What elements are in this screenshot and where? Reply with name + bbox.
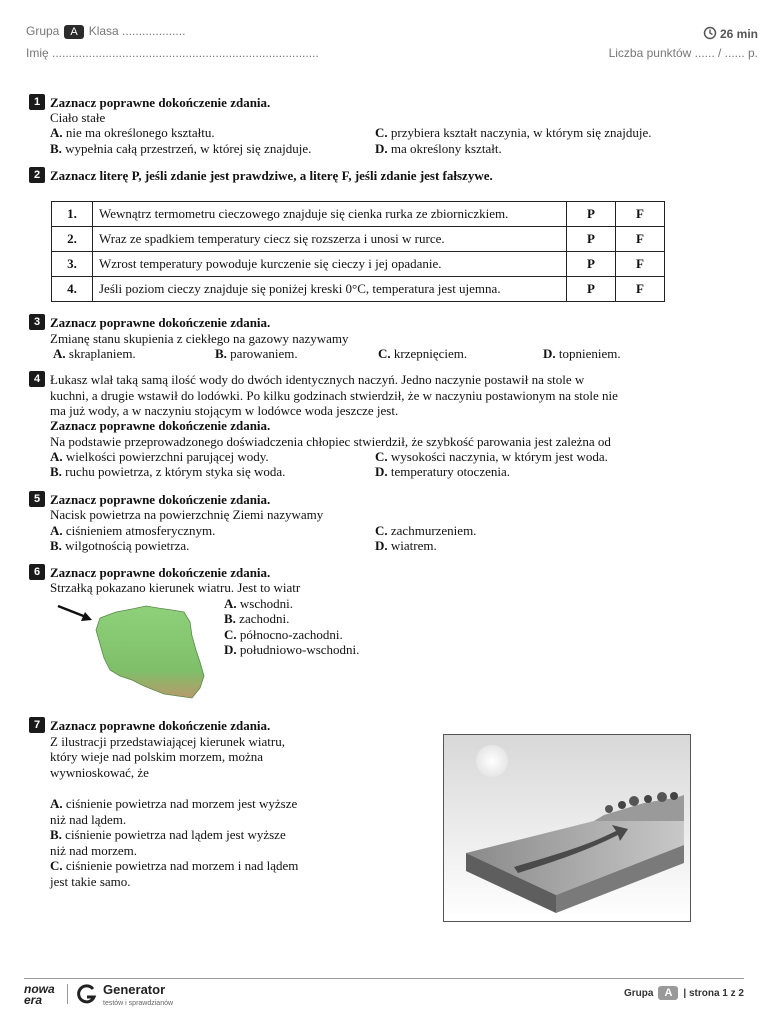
nowa-era-logo: nowa era (24, 982, 55, 1007)
q7-stem-line: który wieje nad polskim morzem, można (50, 749, 264, 764)
answer-f[interactable]: F (616, 202, 665, 227)
points-field: Liczba punktów ...... / ...... p. (608, 46, 758, 60)
wind-arrow-icon (58, 606, 92, 621)
q3-title: Zaznacz poprawne dokończenie zdania. (50, 315, 271, 330)
q1-option-c[interactable]: C. przybiera kształt naczynia, w którym się znajduje. (375, 125, 652, 140)
q1-option-b[interactable]: B. wypełnia całą przestrzeń, w której się znajduje. (50, 141, 312, 156)
q5-option-b[interactable]: B. wilgotnością powietrza. (50, 538, 190, 553)
table-row: 3. Wzrost temperatury powoduje kurczenie się cieczy i jej opadanie. P F (52, 252, 665, 277)
q7-stem-line: wywnioskować, że (50, 765, 149, 780)
header-group (26, 24, 185, 40)
q5-stem: Nacisk powietrza na powierzchnię Ziemi nazywamy (50, 507, 324, 522)
q3-option-c[interactable]: C. krzepnięciem. (378, 346, 468, 361)
timer-icon (703, 26, 717, 40)
question-number-5: 5 (29, 491, 45, 507)
q5-option-c[interactable]: C. zachmurzeniem. (375, 523, 477, 538)
q6-title: Zaznacz poprawne dokończenie zdania. (50, 565, 271, 580)
question-number-4: 4 (29, 371, 45, 387)
q6-option-c[interactable]: C. północno-zachodni. (224, 627, 343, 642)
q5-option-a[interactable]: A. ciśnieniem atmosferycznym. (50, 523, 216, 538)
q7-stem-line: Z ilustracji przedstawiającej kierunek wiatru, (50, 734, 285, 749)
table-row: 4. Jeśli poziom cieczy znajduje się poniżej kreski 0°C, temperatura jest ujemna. P F (52, 277, 665, 302)
group-badge: A (64, 25, 83, 39)
name-field: Imię ................................................................................ (26, 46, 319, 60)
table-row: 1. Wewnątrz termometru cieczowego znajduje się cienka rurka ze zbiorniczkiem. P F (52, 202, 665, 227)
q4-option-c[interactable]: C. wysokości naczynia, w którym jest woda. (375, 449, 608, 464)
poland-map-icon (96, 606, 204, 698)
q5-title: Zaznacz poprawne dokończenie zdania. (50, 492, 271, 507)
q4-intro-line: ma już wody, a w naczyniu stojącym w lodówce woda jeszcze jest. (50, 403, 399, 418)
answer-f[interactable]: F (616, 277, 665, 302)
answer-p[interactable]: P (567, 227, 616, 252)
q1-title: Zaznacz poprawne dokończenie zdania. (50, 95, 271, 110)
sun-icon (476, 745, 508, 777)
q4-title: Zaznacz poprawne dokończenie zdania. (50, 418, 271, 433)
generator-subtitle: testów i sprawdzianów (103, 1000, 174, 1007)
answer-p[interactable]: P (567, 252, 616, 277)
q4-option-a[interactable]: A. wielkości powierzchni parującej wody. (50, 449, 269, 464)
q7-option-a[interactable]: A. ciśnienie powietrza nad morzem jest wyższe niż nad lądem. (50, 796, 298, 827)
q1-option-a[interactable]: A. nie ma określonego kształtu. (50, 125, 215, 140)
q3-option-a[interactable]: A. skraplaniem. (53, 346, 136, 361)
answer-f[interactable]: F (616, 227, 665, 252)
q3-stem: Zmianę stanu skupienia z ciekłego na gazowy nazywamy (50, 331, 349, 346)
class-field: Klasa ................... (88, 24, 186, 38)
q4-intro-line: Łukasz wlał taką samą ilość wody do dwóch identycznych naczyń. Jedno naczynie postawił na stole w (50, 372, 585, 387)
question-number-2: 2 (29, 167, 45, 183)
generator-title: Generator (103, 982, 166, 997)
answer-f[interactable]: F (616, 252, 665, 277)
q6-option-b[interactable]: B. zachodni. (224, 611, 290, 626)
q4-option-b[interactable]: B. ruchu powietrza, z którym styka się woda. (50, 464, 286, 479)
sea-wind-illustration (443, 734, 691, 922)
time-info (703, 26, 758, 43)
group-label: Grupa (26, 24, 60, 38)
time-value: 26 min (719, 27, 758, 41)
answer-p[interactable]: P (567, 202, 616, 227)
question-number-7: 7 (29, 717, 45, 733)
footer-group-badge: A (658, 986, 678, 1000)
q3-option-d[interactable]: D. topnieniem. (543, 346, 621, 361)
true-false-table (51, 201, 665, 302)
q2-title: Zaznacz literę P, jeśli zdanie jest prawdziwe, a literę F, jeśli zdanie jest fałszywe. (50, 168, 493, 183)
q3-option-b[interactable]: B. parowaniem. (215, 346, 298, 361)
table-row: 2. Wraz ze spadkiem temperatury ciecz się rozszerza i unosi w rurce. P F (52, 227, 665, 252)
q4-intro-line: kuchni, a drugie wstawił do lodówki. Po kilku godzinach stwierdził, że w naczyniu postawionym na stole nie (50, 388, 618, 403)
answer-p[interactable]: P (567, 277, 616, 302)
question-number-1: 1 (29, 94, 45, 110)
q6-stem: Strzałką pokazano kierunek wiatru. Jest to wiatr (50, 580, 301, 595)
footer-separator (67, 984, 68, 1004)
q1-stem: Ciało stałe (50, 110, 106, 125)
q1-option-d[interactable]: D. ma określony kształt. (375, 141, 502, 156)
poland-map-figure (54, 600, 214, 705)
q6-option-d[interactable]: D. południowo-wschodni. (224, 642, 360, 657)
q7-option-c[interactable]: C. ciśnienie powietrza nad morzem i nad lądem jest takie samo. (50, 858, 299, 889)
question-number-3: 3 (29, 314, 45, 330)
q4-option-d[interactable]: D. temperatury otoczenia. (375, 464, 510, 479)
generator-logo-icon (76, 983, 98, 1005)
question-number-6: 6 (29, 564, 45, 580)
q4-stem: Na podstawie przeprowadzonego doświadczenia chłopiec stwierdził, że szybkość parowania jest zależna od (50, 434, 611, 449)
q5-option-d[interactable]: D. wiatrem. (375, 538, 437, 553)
q7-option-b[interactable]: B. ciśnienie powietrza nad lądem jest wyższe niż nad morzem. (50, 827, 286, 858)
q7-title: Zaznacz poprawne dokończenie zdania. (50, 718, 271, 733)
footer-divider (24, 978, 744, 979)
footer-page-info: Grupa A | strona 1 z 2 (623, 987, 744, 999)
q6-option-a[interactable]: A. wschodni. (224, 596, 293, 611)
